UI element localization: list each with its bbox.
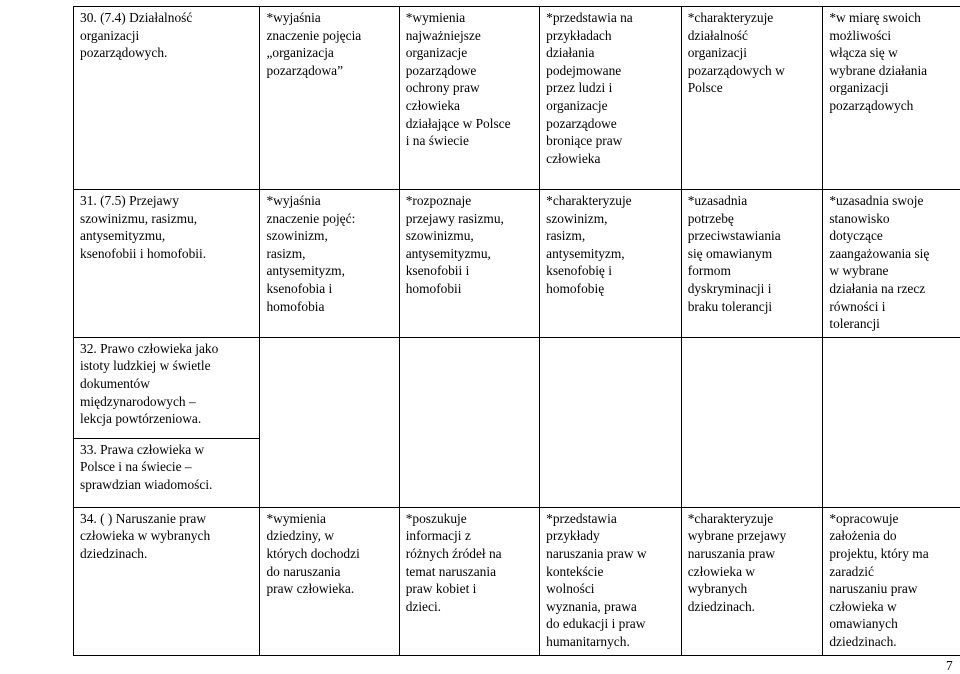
empty-cell — [681, 337, 823, 438]
requirement-cell: *wymienia najważniejsze organizacje pozarządowe ochrony praw człowieka działające w Polsce i na świecie — [399, 7, 539, 190]
requirement-cell: *wyjaśnia znaczenie pojęć: szowinizm, rasizm, antysemityzm, ksenofobia i homofobia — [260, 190, 399, 338]
table-row — [74, 337, 960, 438]
requirement-cell: *rozpoznaje przejawy rasizmu, szowinizmu, antysemityzmu, ksenofobii i homofobii — [399, 190, 539, 338]
requirement-cell: *uzasadnia swoje stanowisko dotyczące zaangażowania się w wybrane działania na rzecz równości i tolerancji — [823, 190, 960, 338]
empty-cell — [823, 337, 960, 438]
requirement-cell: *przedstawia na przykładach działania podejmowane przez ludzi i organizacje pozarządowe broniące praw człowieka — [540, 7, 682, 190]
requirement-cell: *wymienia dziedziny, w których dochodzi do naruszania praw człowieka. — [260, 507, 399, 655]
requirement-cell: *w miarę swoich możliwości włącza się w wybrane działania organizacji pozarządowych — [823, 7, 960, 190]
empty-cell — [540, 438, 682, 507]
requirement-cell: *poszukuje informacji z różnych źródeł na temat naruszania praw kobiet i dzieci. — [399, 507, 539, 655]
table-row — [74, 507, 960, 655]
table-row — [74, 7, 960, 190]
requirement-cell: *uzasadnia potrzebę przeciwstawiania się omawianym formom dyskryminacji i braku tolerancji — [681, 190, 823, 338]
empty-cell — [399, 438, 539, 507]
page-number: 7 — [946, 658, 953, 673]
requirement-cell: *charakteryzuje działalność organizacji pozarządowych w Polsce — [681, 7, 823, 190]
table-row — [74, 438, 960, 507]
empty-cell — [260, 337, 399, 438]
topic-cell: 33. Prawa człowieka w Polsce i na świecie – sprawdzian wiadomości. — [74, 438, 260, 507]
requirement-cell: *charakteryzuje wybrane przejawy naruszania praw człowieka w wybranych dziedzinach. — [681, 507, 823, 655]
topic-cell: 32. Prawo człowieka jako istoty ludzkiej w świetle dokumentów międzynarodowych – lekcja powtórzeniowa. — [74, 337, 260, 438]
empty-cell — [540, 337, 682, 438]
curriculum-table — [73, 6, 960, 656]
topic-cell: 30. (7.4) Działalność organizacji pozarządowych. — [74, 7, 260, 190]
requirement-cell: *opracowuje założenia do projektu, który ma zaradzić naruszaniu praw człowieka w omawianych dziedzinach. — [823, 507, 960, 655]
requirement-cell: *przedstawia przykłady naruszania praw w kontekście wolności wyznania, prawa do edukacji i praw humanitarnych. — [540, 507, 682, 655]
empty-cell — [823, 438, 960, 507]
empty-cell — [681, 438, 823, 507]
topic-cell: 31. (7.5) Przejawy szowinizmu, rasizmu, antysemityzmu, ksenofobii i homofobii. — [74, 190, 260, 338]
requirement-cell: *wyjaśnia znaczenie pojęcia „organizacja pozarządowa” — [260, 7, 399, 190]
topic-cell: 34. ( ) Naruszanie praw człowieka w wybranych dziedzinach. — [74, 507, 260, 655]
requirement-cell: *charakteryzuje szowinizm, rasizm, antysemityzm, ksenofobię i homofobię — [540, 190, 682, 338]
empty-cell — [260, 438, 399, 507]
table-row — [74, 190, 960, 338]
empty-cell — [399, 337, 539, 438]
